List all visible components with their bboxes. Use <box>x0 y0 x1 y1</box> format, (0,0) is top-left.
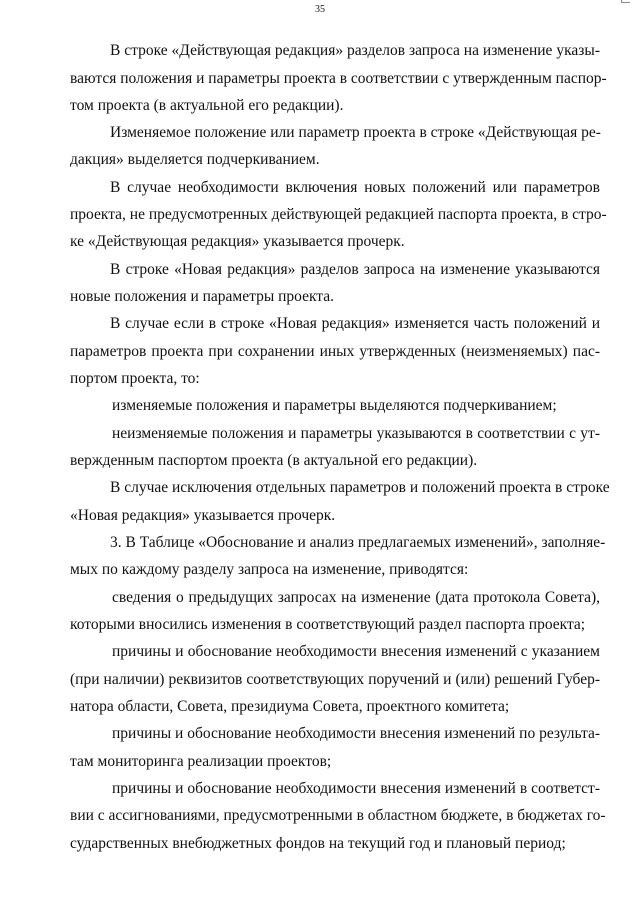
text-line: причины и обоснование необходимости внесения изменений в соответст- <box>112 780 600 797</box>
text-line: том проекта (в актуальной его редакции). <box>70 97 344 114</box>
text-line: мых по каждому разделу запроса на изменение, приводятся: <box>70 561 469 578</box>
text-line: там мониторинга реализации проектов; <box>70 753 332 770</box>
text-line: которыми вносились изменения в соответствующий раздел паспорта проекта; <box>70 616 586 633</box>
text-line: (при наличии) реквизитов соответствующих поручений и (или) решений Губер- <box>70 671 600 688</box>
text-line: портом проекта, то: <box>70 370 200 387</box>
text-line: В случае необходимости включения новых положений или параметров <box>110 179 600 196</box>
page-corner-mark <box>621 0 630 3</box>
text-line: В строке «Действующая редакция» разделов запроса на изменение указы- <box>110 42 600 59</box>
text-line: параметров проекта при сохранении иных утвержденных (неизменяемых) пас- <box>70 343 600 360</box>
text-line: В строке «Новая редакция» разделов запроса на изменение указываются <box>110 261 600 278</box>
text-line: ке «Действующая редакция» указывается прочерк. <box>70 233 405 250</box>
text-line: причины и обоснование необходимости внесения изменений по результа- <box>112 725 600 742</box>
text-line: «Новая редакция» указывается прочерк. <box>70 507 336 524</box>
text-line: ваются положения и параметры проекта в соответствии с утвержденным паспор- <box>70 70 607 87</box>
text-line: вии с ассигнованиями, предусмотренными в областном бюджете, в бюджетах го- <box>70 807 606 824</box>
text-line: натора области, Совета, президиума Совета, проектного комитета; <box>70 698 510 715</box>
text-line: сведения о предыдущих запросах на изменение (дата протокола Совета), <box>112 589 600 606</box>
text-line: новые положения и параметры проекта. <box>70 288 335 305</box>
text-line: Изменяемое положение или параметр проекта в строке «Действующая ре- <box>110 124 601 141</box>
text-line: вержденным паспортом проекта (в актуальной его редакции). <box>70 452 478 469</box>
text-line: В случае исключения отдельных параметров и положений проекта в строке <box>110 479 610 496</box>
text-line: 3. В Таблице «Обоснование и анализ предлагаемых изменений», заполняе- <box>110 534 606 551</box>
text-line: причины и обоснование необходимости внесения изменений с указанием <box>112 643 600 660</box>
text-line: сударственных внебюджетных фондов на текущий год и плановый период; <box>70 835 566 852</box>
page-number: 35 <box>315 4 325 15</box>
text-line: изменяемые положения и параметры выделяются подчеркиванием; <box>112 397 557 414</box>
text-line: неизменяемые положения и параметры указываются в соответствии с ут- <box>112 425 600 442</box>
text-line: дакция» выделяется подчеркиванием. <box>70 151 320 168</box>
text-line: проекта, не предусмотренных действующей редакцией паспорта проекта, в стро- <box>70 206 607 223</box>
text-line: В случае если в строке «Новая редакция» изменяется часть положений и <box>110 315 600 332</box>
